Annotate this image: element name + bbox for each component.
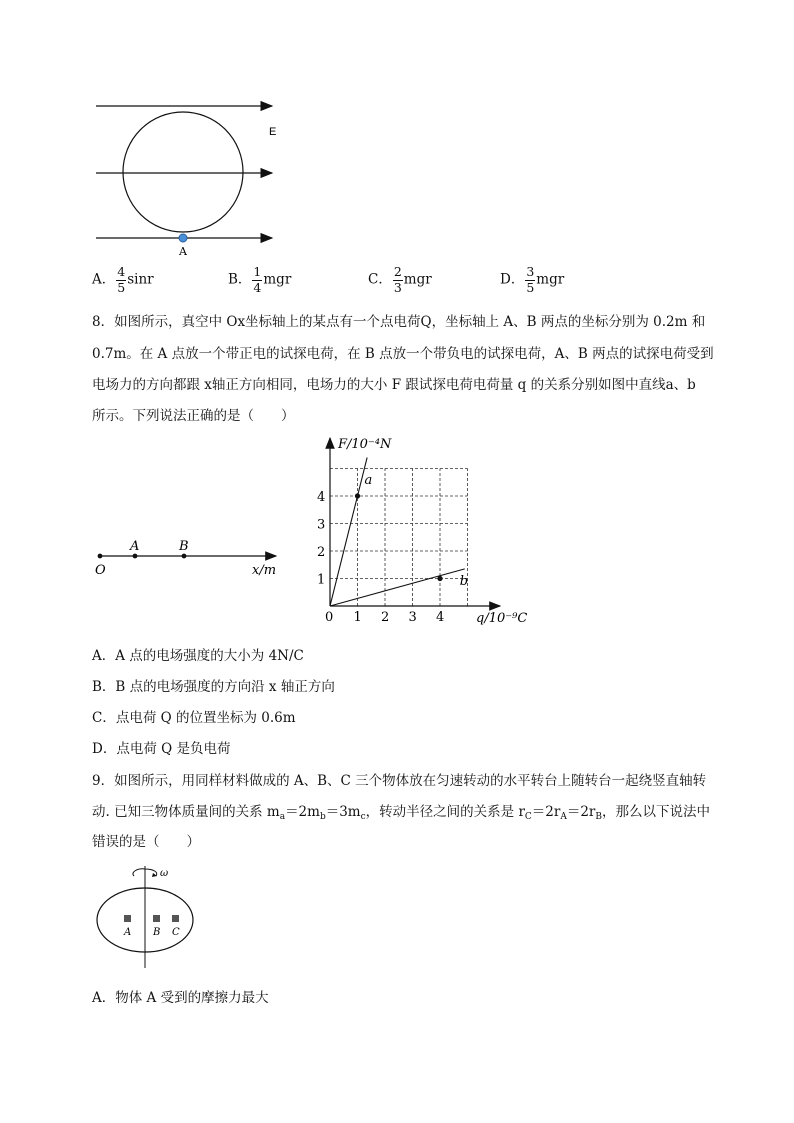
series-point-a (355, 493, 360, 498)
fraction: $\frac{1}{4}$ (253, 264, 262, 295)
x-tick-label: 4 (436, 610, 445, 625)
label-c: C (172, 927, 180, 938)
q8-option-d[interactable]: D．点电荷 Q 是负电荷 (92, 741, 231, 757)
q8-option-b[interactable]: B．B 点的电场强度的方向沿 x 轴正方向 (92, 679, 335, 695)
point-label: A (179, 245, 187, 258)
point-b-dot (182, 554, 187, 559)
x-tick-label: 2 (381, 610, 390, 625)
q9-stem-line-3: 错误的是（ ） (92, 834, 200, 850)
x-tick-label: 3 (408, 610, 417, 625)
q7-field-figure (90, 95, 290, 265)
q9-option-a[interactable]: A．物体 A 受到的摩擦力最大 (92, 990, 269, 1006)
origin-dot (98, 554, 103, 559)
y-tick-label: 4 (317, 490, 326, 505)
block-a (124, 915, 131, 922)
q8-axis-figure (90, 535, 290, 580)
series-label-a: a (364, 473, 373, 488)
omega-label: ω (160, 868, 169, 879)
point-a-dot (179, 234, 187, 242)
series-line-b (330, 569, 465, 606)
chart-y-label: F/10⁻⁴N (338, 437, 392, 452)
y-tick-label: 1 (317, 572, 326, 588)
q7-option-d[interactable]: D． $\frac{3}{5}$ mgr (500, 264, 565, 295)
q9-stem-line-1: 9．如图所示，用同样材料做成的 A、B、C 三个物体放在匀速转动的水平转台上随转台一起绕竖直轴转 (92, 773, 707, 789)
q7-option-c[interactable]: C． $\frac{2}{3}$ mgr (368, 264, 432, 295)
chart-origin-label: 0 (325, 610, 334, 625)
q9-stem-line-2: 动. 已知三物体质量间的关系 $m_a=2m_b=3m_c$，转动半径之间的关系是 $r_C=2r_A=2r_B$，那么以下说法中 (92, 804, 711, 822)
block-c (172, 915, 179, 922)
block-b (153, 915, 160, 922)
q8-force-charge-chart (300, 432, 540, 632)
x-tick-label: 1 (353, 610, 362, 625)
label-a: A (124, 927, 132, 938)
chart-grid (330, 469, 468, 607)
q8-option-a[interactable]: A．A 点的电场强度的大小为 4N/C (92, 648, 304, 664)
point-a-label: A (130, 539, 140, 554)
series-label-b: b (459, 573, 469, 589)
q8-stem-line-1: 8．如图所示，真空中 Ox坐标轴上的某点有一个点电荷Q，坐标轴上 A、B 两点的坐标分别为 0.2m 和 (92, 314, 706, 330)
field-label: E (269, 126, 277, 138)
fraction: $\frac{3}{5}$ (526, 264, 535, 295)
x-axis-label: x/m (252, 563, 277, 578)
origin-label: O (95, 563, 106, 578)
q8-option-c[interactable]: C．点电荷 Q 的位置坐标为 0.6m (92, 710, 296, 726)
fraction: $\frac{2}{3}$ (393, 264, 402, 295)
q9-turntable-figure (90, 862, 200, 972)
q7-option-b[interactable]: B． $\frac{1}{4}$ mgr (228, 264, 292, 295)
y-tick-label: 2 (317, 545, 326, 560)
point-b-label: B (179, 539, 189, 554)
q7-option-a[interactable]: A． $\frac{4}{5}$ sinr (92, 264, 154, 295)
point-a-dot (133, 554, 138, 559)
q8-stem-line-4: 所示。下列说法正确的是（ ） (92, 408, 295, 424)
y-tick-label: 3 (317, 517, 326, 533)
q8-stem-line-2: 0.7m。在 A 点放一个带正电的试探电荷，在 B 点放一个带负电的试探电荷，A、B 两点的试探电荷受到 (92, 346, 714, 362)
track-circle (123, 112, 243, 232)
label-b: B (153, 927, 161, 938)
fraction: $\frac{4}{5}$ (117, 264, 126, 295)
series-point-b (437, 576, 442, 581)
series-line-a (330, 458, 367, 607)
chart-x-label: q/10⁻⁹C (476, 611, 528, 626)
q8-stem-line-3: 电场力的方向都跟 x轴正方向相同，电场力的大小 F 跟试探电荷电荷量 q 的关系分别如图中直线a、b (92, 377, 696, 393)
chart-series (330, 458, 468, 607)
